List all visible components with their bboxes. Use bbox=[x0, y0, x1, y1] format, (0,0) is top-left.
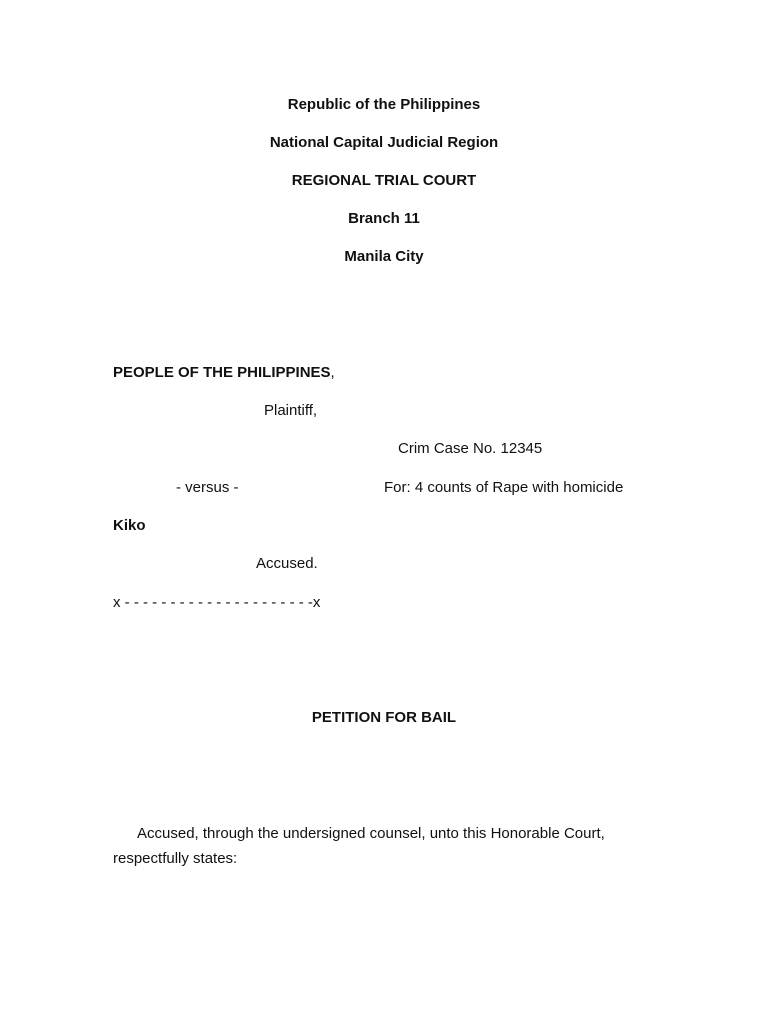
header-city: Manila City bbox=[344, 248, 424, 265]
header-republic: Republic of the Philippines bbox=[287, 96, 481, 113]
document-title: PETITION FOR BAIL bbox=[311, 709, 457, 726]
plaintiff-comma: , bbox=[330, 364, 335, 381]
header-court: REGIONAL TRIAL COURT bbox=[291, 172, 477, 189]
versus-label: - versus - bbox=[176, 479, 239, 496]
opening-paragraph-line-2: respectfully states: bbox=[113, 850, 238, 867]
caption-separator: x - - - - - - - - - - - - - - - - - - - - -x bbox=[113, 594, 321, 611]
opening-paragraph-line-1: Accused, through the undersigned counsel, unto this Honorable Court, bbox=[137, 825, 605, 842]
plaintiff-line bbox=[113, 364, 335, 382]
header-branch: Branch 11 bbox=[348, 210, 420, 227]
accused-role: Accused. bbox=[256, 555, 318, 572]
plaintiff-role: Plaintiff, bbox=[264, 402, 318, 419]
charge-label: For: 4 counts of Rape with homicide bbox=[384, 479, 624, 496]
case-number: Crim Case No. 12345 bbox=[398, 440, 543, 457]
plaintiff-name: PEOPLE OF THE PHILIPPINES bbox=[113, 364, 331, 381]
header-region: National Capital Judicial Region bbox=[269, 134, 499, 151]
accused-name: Kiko bbox=[113, 517, 146, 534]
